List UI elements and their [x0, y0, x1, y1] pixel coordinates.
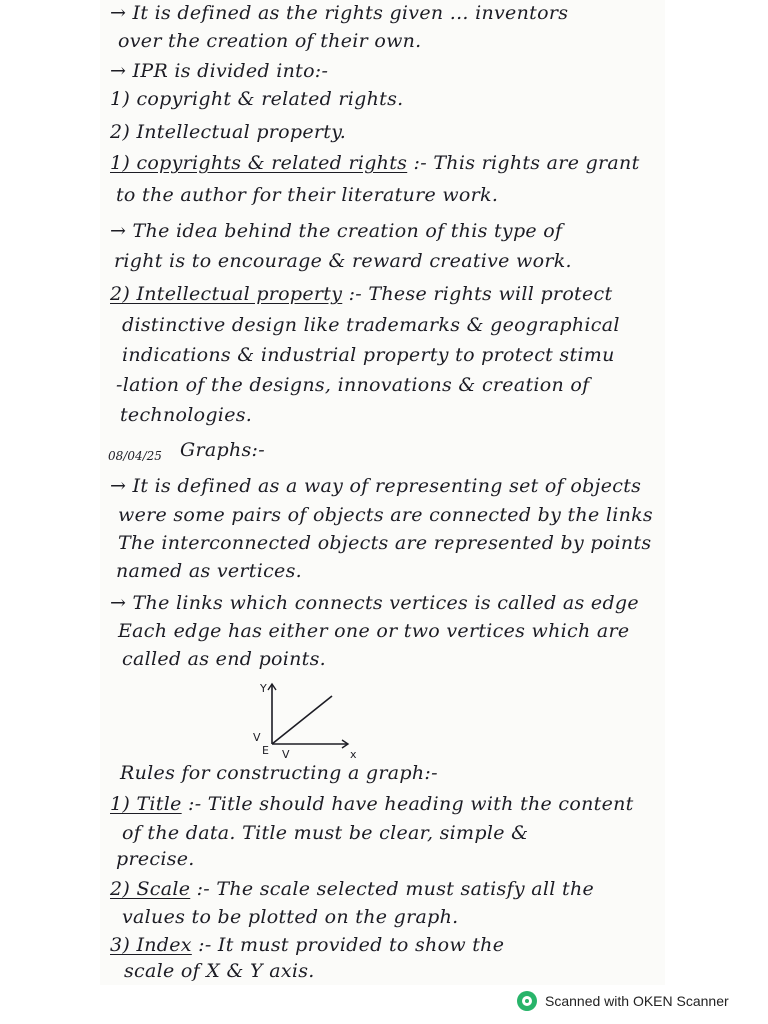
text-fragment: :- This rights are grant [407, 152, 640, 174]
edge-label: E [262, 744, 269, 757]
entry-date: 08/04/25 [108, 449, 162, 463]
rule-index: 3) Index [110, 934, 192, 956]
text-line: 2) Intellectual property. [110, 121, 347, 143]
text-line: → The idea behind the creation of this type of [110, 220, 563, 242]
section-heading: Graphs:- [180, 439, 265, 461]
scanner-watermark-text: Scanned with OKEN Scanner [545, 993, 729, 1009]
text-line: precise. [116, 848, 195, 870]
text-line: → The links which connects vertices is called as edge [110, 592, 639, 614]
text-line: named as vertices. [116, 560, 302, 582]
text-line: -lation of the designs, innovations & creation of [116, 374, 590, 396]
text-line [110, 880, 594, 899]
rule-title: 1) Title [110, 793, 182, 815]
text-line [110, 936, 504, 955]
text-line: to the author for their literature work. [116, 184, 499, 206]
text-line: 1) copyright & related rights. [110, 88, 404, 110]
text-line: → IPR is divided into:- [110, 60, 329, 82]
text-line [110, 285, 612, 304]
text-line: right is to encourage & reward creative work. [114, 250, 572, 272]
y-axis-label: Y [260, 682, 267, 695]
x-axis-label: x [350, 748, 357, 761]
text-line: values to be plotted on the graph. [122, 906, 459, 928]
scanner-watermark [517, 991, 729, 1011]
rule-scale: 2) Scale [110, 878, 191, 900]
vertex-label: V [282, 748, 290, 761]
text-line: → It is defined as a way of representing set of objects [110, 475, 642, 497]
text-fragment: :- The scale selected must satisfy all the [190, 878, 595, 900]
text-line: scale of X & Y axis. [124, 960, 315, 982]
text-line: of the data. Title must be clear, simple & [122, 822, 529, 844]
text-line: called as end points. [122, 648, 327, 670]
edge-line [272, 696, 332, 744]
section-heading: Rules for constructing a graph:- [120, 762, 438, 784]
text-line: distinctive design like trademarks & geographical [122, 314, 620, 336]
oken-logo-icon [517, 991, 537, 1011]
text-line: → It is defined as the rights given ... inventors [110, 2, 569, 24]
heading-intellectual-property: 2) Intellectual property [110, 283, 343, 305]
text-line [110, 154, 640, 173]
text-fragment: :- It must provided to show the [191, 934, 505, 956]
text-line: technologies. [120, 404, 253, 426]
text-line: were some pairs of objects are connected by the links [118, 504, 653, 526]
text-fragment: :- Title should have heading with the content [181, 793, 634, 815]
text-line: over the creation of their own. [118, 30, 422, 52]
heading-copyrights: 1) copyrights & related rights [110, 152, 408, 174]
text-fragment: :- These rights will protect [342, 283, 613, 305]
text-line: Each edge has either one or two vertices which are [118, 620, 630, 642]
text-line: indications & industrial property to protect stimu [122, 344, 615, 366]
vertex-label: V [253, 731, 261, 744]
text-line: The interconnected objects are represented by points [118, 532, 652, 554]
text-line [110, 795, 634, 814]
